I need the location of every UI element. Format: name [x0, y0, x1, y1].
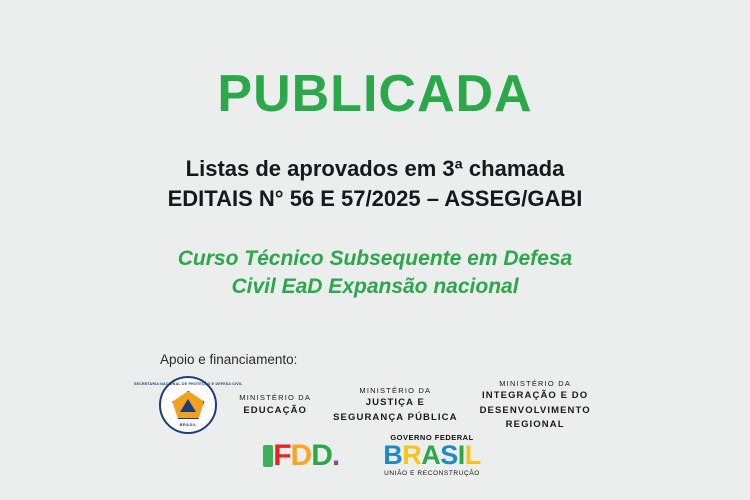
ministry-prefix: MINISTÉRIO DA — [499, 379, 572, 388]
ministry-line-3: REGIONAL — [505, 418, 565, 430]
subtitle-line-2: EDITAIS N° 56 E 57/2025 – ASSEG/GABI — [167, 186, 583, 212]
brasil-letter-l: L — [464, 440, 481, 471]
subtitle — [168, 154, 583, 215]
support-label: Apoio e financiamento: — [160, 352, 298, 367]
seal-top-text: SECRETARIA NACIONAL DE PROTEÇÃO E DEFESA CIVIL — [134, 382, 243, 386]
logos-row-primary — [0, 376, 750, 434]
seal-bottom-text: BRASIL — [179, 422, 197, 427]
brasil-letter-i: I — [457, 440, 465, 471]
fdd-dot: . — [331, 438, 340, 472]
gov-bottom-text: UNIÃO E RECONSTRUÇÃO — [384, 470, 480, 478]
brasil-letter-s: S — [440, 440, 458, 471]
ministry-line-1: JUSTIÇA E — [365, 397, 425, 409]
ministerio-da-justica-logo — [333, 385, 457, 425]
course-line-1: Curso Técnico Subsequente em Defesa — [177, 246, 573, 270]
brasil-letter-b: B — [383, 440, 403, 471]
fdd-letters — [273, 438, 340, 472]
seal-triangle-icon — [180, 399, 196, 412]
gov-top-text: GOVERNO FEDERAL — [390, 433, 474, 442]
ministry-line-1: EDUCAÇÃO — [243, 404, 308, 416]
logos-row-secondary — [0, 434, 750, 477]
course-name — [178, 245, 572, 302]
ministerio-da-integracao-logo — [480, 378, 591, 432]
ministry-prefix: MINISTÉRIO DA — [359, 386, 432, 396]
brasil-letter-r: R — [402, 440, 422, 471]
ministerio-da-educacao-logo — [239, 392, 311, 418]
ministry-prefix: MINISTÉRIO DA — [239, 393, 312, 403]
fdd-letter-d1: D — [290, 438, 312, 472]
governo-federal-logo — [383, 434, 481, 477]
gov-brasil-wordmark — [383, 442, 481, 469]
defesa-civil-seal-icon — [134, 376, 243, 434]
subtitle-line-1: Listas de aprovados em 3ª chamada — [185, 156, 565, 181]
brasil-letter-a: A — [421, 440, 441, 471]
course-line-2: Civil EaD Expansão nacional — [231, 275, 519, 299]
ministry-line-2: SEGURANÇA PÚBLICA — [333, 411, 458, 423]
fdd-logo — [269, 439, 343, 473]
seal-core-shield-icon — [172, 391, 204, 419]
ministry-line-2: DESENVOLVIMENTO — [479, 404, 591, 416]
fdd-letter-f: F — [273, 438, 291, 472]
fdd-letter-d2: D — [311, 438, 332, 472]
ministry-line-1: INTEGRAÇÃO E DO — [482, 390, 589, 402]
page-title: PUBLICADA — [217, 65, 533, 123]
